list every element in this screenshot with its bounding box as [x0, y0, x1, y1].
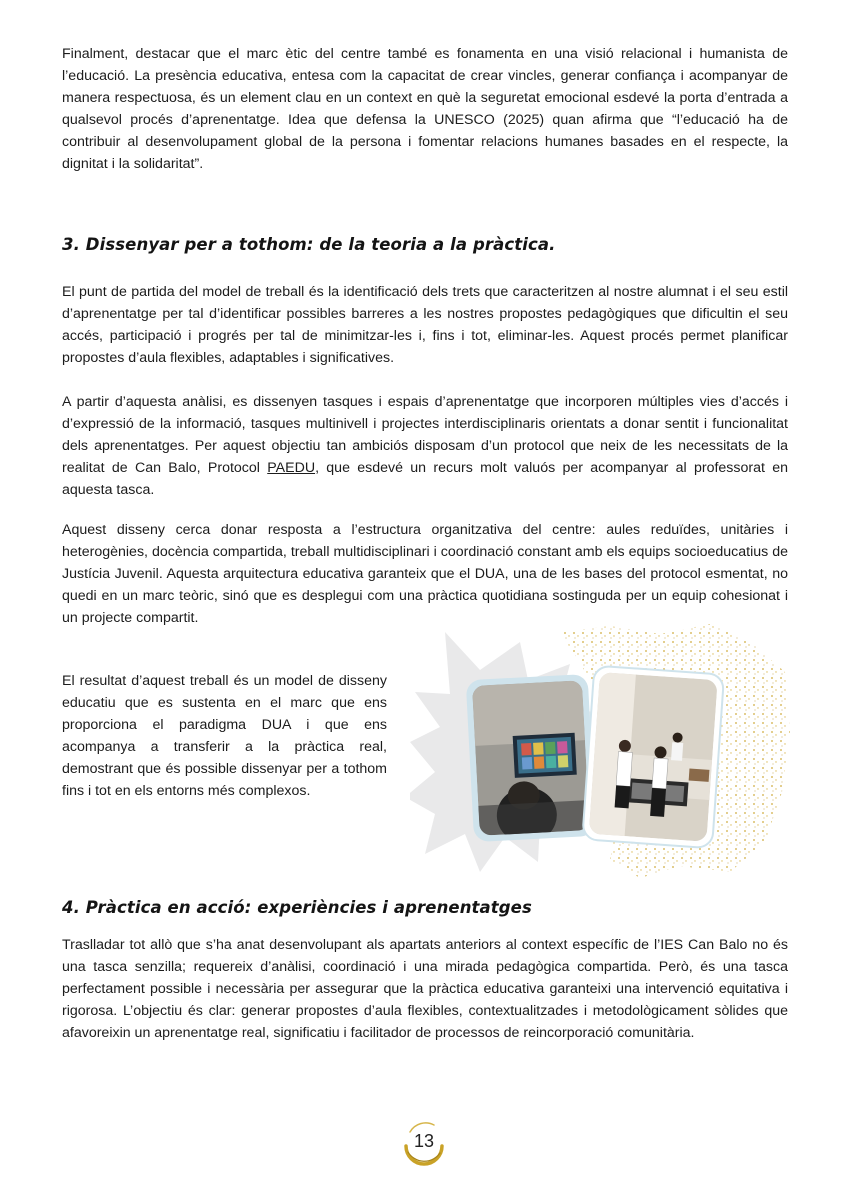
paedu-link[interactable]: PAEDU [267, 460, 316, 476]
paragraph-2-text-before: A partir d’aquesta anàlisi, es dissenyen tasques i espais d’aprenentatge que incorporen múltiples vies d’accés i d’expressió de la informació, tasques multinivell i projectes interdisciplinaris orientats a donar sentit i funcionalitat dels aprenentatges. Per aquest objectiu tan ambiciós disposam d’un protocol que neix de les necessitats de la realitat de Can Balo, Protocol [62, 394, 788, 476]
section-3-paragraph-1: El punt de partida del model de treball és la identificació dels trets que caracteritzen al nostre alumnat i el seu estil d’aprenentatge per tal d’identificar possibles barreres a les nostres propostes pedagògiques que dificultin el seu accés, participació i progrés per tal de minimitzar-les i, fins i tot, eliminar-les. Aquest procés permet planificar propostes d’aula flexibles, adaptables i significatives. [62, 284, 788, 366]
photo-collage-graphic [410, 622, 795, 880]
section-3-paragraph-2 [62, 391, 788, 501]
page-number: 13 [413, 1131, 435, 1151]
paragraph-2-text-after: , que esdevé un recurs molt valuós per acompanyar al professorat en aquesta tasca. [62, 460, 789, 498]
photo-collage [410, 622, 795, 880]
intro-paragraph: Finalment, destacar que el marc ètic del centre també es fonamenta en una visió relacional i humanista de l’educació. La presència educativa, entesa com la capacitat de crear vincles, generar confiança i acompanyar de manera respectuosa, és un element clau en un context en què la seguretat emocional esdevé la porta d’entrada a qualsevol procés d’aprenentatge. Idea que defensa la UNESCO (2025) quan afirma que “l’educació ha de contribuir al desenvolupament global de la persona i fomentar relacions humanes basades en el respecte, la dignitat i la solidaritat”. [62, 46, 788, 172]
kitchen-workshop-photo [582, 666, 724, 849]
section-3-paragraph-3: Aquest disseny cerca donar resposta a l’estructura organitzativa del centre: aules reduïdes, unitàries i heterogènies, docència compartida, treball multidisciplinari i coordinació constant amb els equips socioeducatius de Justícia Juvenil. Aquesta arquitectura educativa garanteix que el DUA, una de les bases del protocol esmentat, no quedi en un marc teòric, sinó que es desplegui com una pràctica quotidiana sostinguda per un equip cohesionat i un projecte compartit. [62, 522, 788, 626]
section-4-paragraph-1: Traslladar tot allò que s’ha anat desenvolupant als apartats anteriors al context específic de l’IES Can Balo no és una tasca senzilla; requereix d’anàlisi, coordinació i una mirada pedagògica compartida. Però, és una tasca perfectament possible i necessària per assegurar que la pràctica educativa garanteixi una intervenció equitativa i rigorosa. L’objectiu és clar: generar propostes d’aula flexibles, contextualitzades i metodològicament sòlides que afavoreixin un aprenentatge real, significatiu i facilitador de processos de reincorporació comunitària. [62, 937, 788, 1041]
section-4-heading: 4. Pràctica en acció: experiències i aprenentatges [62, 898, 532, 917]
classroom-photo [466, 674, 597, 846]
section-3-heading: 3. Dissenyar per a tothom: de la teoria a la pràctica. [62, 235, 556, 254]
section-3-paragraph-4: El resultat d’aquest treball és un model de disseny educatiu que es sustenta en el marc que ens proporciona el paradigma DUA i que ens acompanya a transferir a la pràctica real, demostrant que és possible dissenyar per a tothom fins i tot en els entorns més complexos. [62, 673, 387, 799]
page-number-badge [400, 1118, 448, 1166]
